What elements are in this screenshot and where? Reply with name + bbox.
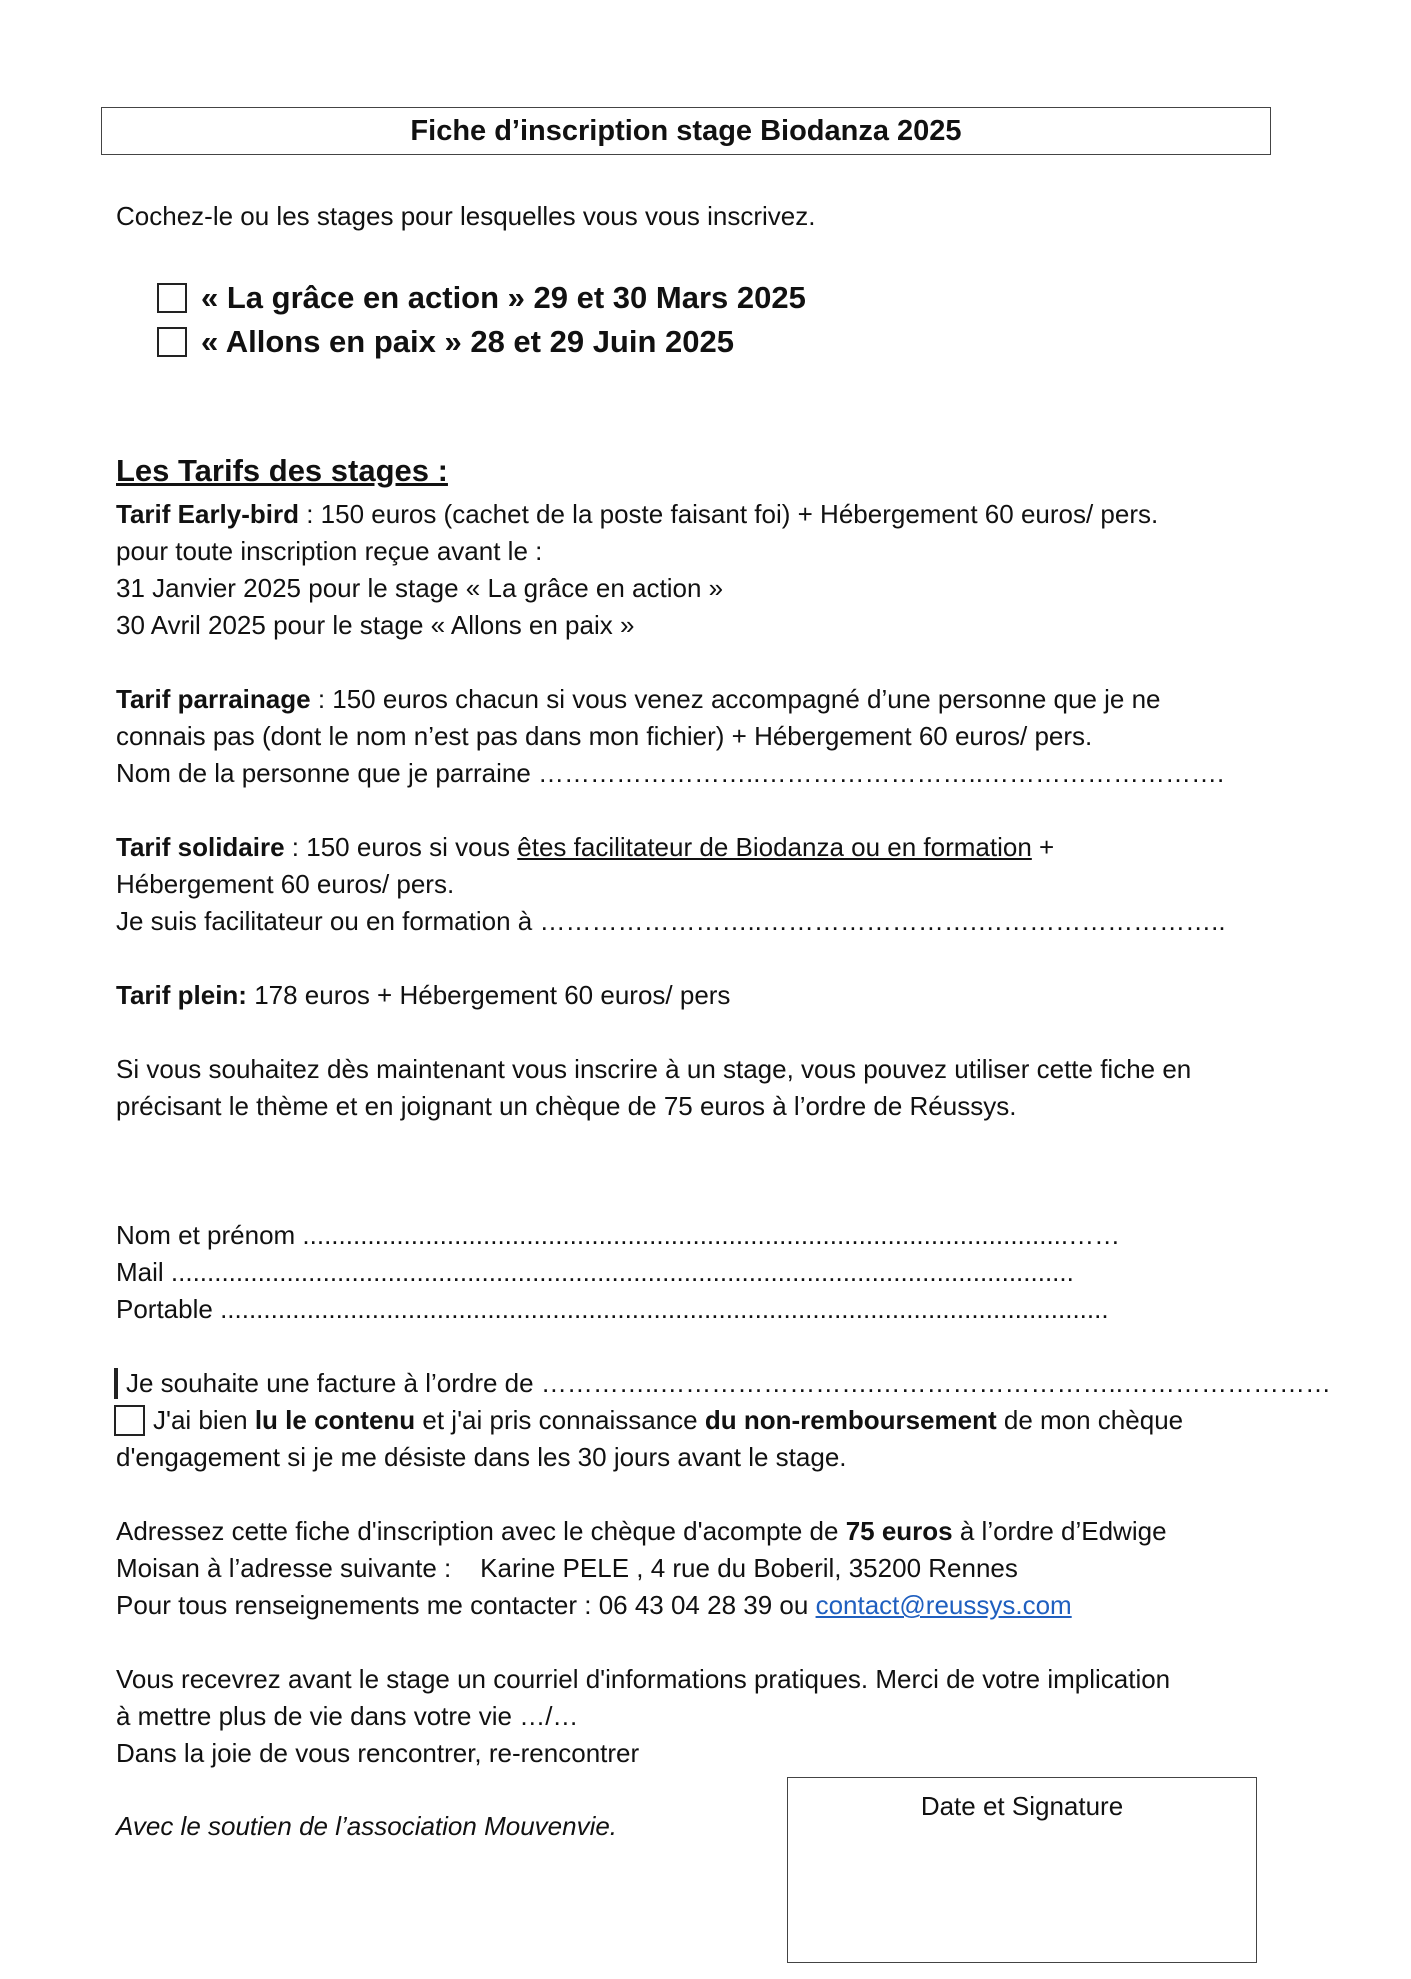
stage-list <box>157 276 806 364</box>
page-title <box>101 107 1271 155</box>
early-bird-line4: 30 Avril 2025 pour le stage « Allons en paix » <box>116 610 635 640</box>
tarif-early-bird <box>116 496 1276 644</box>
nom-prenom-field[interactable]: Nom et prénom ..........................................................................................................…… <box>116 1220 1121 1250</box>
contact-email-link[interactable]: contact@reussys.com <box>815 1590 1072 1620</box>
inscription-line1: Si vous souhaitez dès maintenant vous inscrire à un stage, vous pouvez utiliser cette fiche en <box>116 1054 1192 1084</box>
engagement-checkbox[interactable] <box>114 1405 145 1436</box>
address-line2: Moisan à l’adresse suivante : Karine PELE , 4 rue du Boberil, 35200 Rennes <box>116 1553 1018 1583</box>
parrainage-label: Tarif parrainage <box>116 684 311 714</box>
address-amount: 75 euros <box>845 1516 953 1546</box>
signature-label: Date et Signature <box>920 1791 1124 1821</box>
early-bird-line1: : 150 euros (cachet de la poste faisant foi) + Hébergement 60 euros/ pers. <box>299 499 1159 529</box>
engagement-pre: J'ai bien <box>153 1405 248 1435</box>
facture-text: Je souhaite une facture à l’ordre de …………..…………………….………………………..…………………… <box>126 1368 1331 1398</box>
address-paragraph <box>116 1513 1276 1624</box>
engagement-mid: et j'ai pris connaissance <box>415 1405 705 1435</box>
engagement-bold-2: du non-remboursement <box>704 1405 997 1435</box>
tarif-solidaire <box>116 829 1276 940</box>
parrainage-name-field[interactable]: Nom de la personne que je parraine ……………………..……………………..………………………. <box>116 758 1225 788</box>
inscription-line2: précisant le thème et en joignant un chèque de 75 euros à l’ordre de Réussys. <box>116 1091 1017 1121</box>
facture-checkbox[interactable] <box>114 1368 118 1399</box>
solidaire-line1-post: + <box>1031 832 1055 862</box>
support-text: Avec le soutien de l’association Mouvenvie. <box>116 1811 618 1841</box>
tarifs-heading: Les Tarifs des stages : <box>116 453 448 488</box>
closing-line1: Vous recevrez avant le stage un courriel d'informations pratiques. Merci de votre implication <box>116 1664 1171 1694</box>
title-text: Fiche d’inscription stage Biodanza 2025 <box>410 115 962 147</box>
plein-line1: 178 euros + Hébergement 60 euros/ pers <box>246 980 731 1010</box>
address-line1-pre: Adressez cette fiche d'inscription avec le chèque d'acompte de <box>116 1516 846 1546</box>
engagement-bold-1: lu le contenu <box>254 1405 416 1435</box>
parrainage-line1: : 150 euros chacun si vous venez accompagné d’une personne que je ne <box>310 684 1161 714</box>
stage-checkbox-paix[interactable] <box>157 327 187 357</box>
solidaire-line2: Hébergement 60 euros/ pers. <box>116 869 455 899</box>
mail-field[interactable]: Mail ............................................................................................................................. <box>116 1257 1074 1287</box>
tarif-parrainage <box>116 681 1276 792</box>
plein-label: Tarif plein: <box>116 980 247 1010</box>
early-bird-line2: pour toute inscription reçue avant le : <box>116 536 543 566</box>
stage-checkbox-grace[interactable] <box>157 283 187 313</box>
engagement-line2: d'engagement si je me désiste dans les 30 jours avant le stage. <box>116 1442 847 1472</box>
parrainage-line2: connais pas (dont le nom n’est pas dans mon fichier) + Hébergement 60 euros/ pers. <box>116 721 1093 751</box>
options-checks <box>116 1365 1331 1476</box>
stage-option-grace[interactable] <box>157 276 806 320</box>
early-bird-label: Tarif Early-bird <box>116 499 300 529</box>
closing-line3: Dans la joie de vous rencontrer, re-rencontrer <box>116 1738 640 1768</box>
stage-label-grace: « La grâce en action » 29 et 30 Mars 2025 <box>201 280 806 315</box>
closing-paragraph <box>116 1661 1276 1772</box>
tarif-plein <box>116 977 1276 1014</box>
address-line1-post: à l’ordre d’Edwige <box>952 1516 1167 1546</box>
inscription-paragraph <box>116 1051 1276 1125</box>
facture-option[interactable] <box>114 1365 1331 1402</box>
engagement-post: de mon chèque <box>996 1405 1184 1435</box>
stage-option-paix[interactable] <box>157 320 806 364</box>
solidaire-formation-field[interactable]: Je suis facilitateur ou en formation à ……………………..…………………….……………………….. <box>116 906 1226 936</box>
early-bird-line3: 31 Janvier 2025 pour le stage « La grâce en action » <box>116 573 724 603</box>
engagement-option[interactable] <box>114 1402 1276 1439</box>
signature-box[interactable] <box>787 1777 1257 1963</box>
contact-fields <box>116 1217 1276 1328</box>
solidaire-line1-pre: : 150 euros si vous <box>284 832 518 862</box>
solidaire-line1-underlined: êtes facilitateur de Biodanza ou en formation <box>517 832 1032 862</box>
portable-field[interactable]: Portable ........................................................................................................................... <box>116 1294 1109 1324</box>
instruction-text: Cochez-le ou les stages pour lesquelles vous vous inscrivez. <box>116 201 816 231</box>
solidaire-label: Tarif solidaire <box>116 832 285 862</box>
stage-label-paix: « Allons en paix » 28 et 29 Juin 2025 <box>201 324 734 359</box>
closing-line2: à mettre plus de vie dans votre vie …/… <box>116 1701 579 1731</box>
address-line3-pre: Pour tous renseignements me contacter : 06 43 04 28 39 ou <box>116 1590 816 1620</box>
